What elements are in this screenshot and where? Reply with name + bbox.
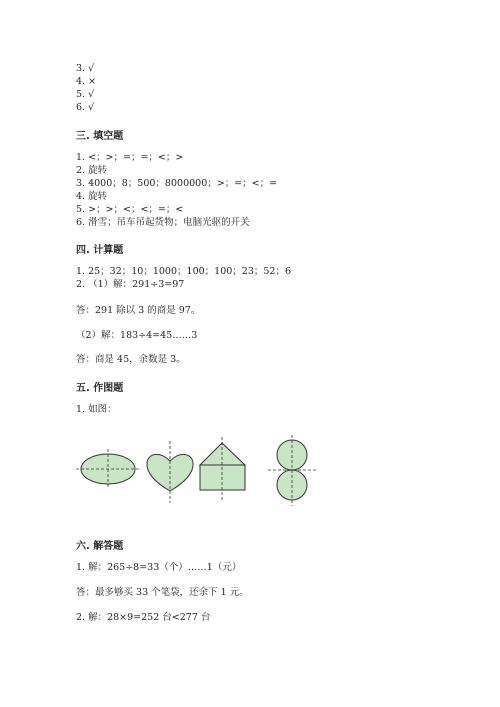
answer-3: 3. √ [76,63,95,74]
answer-6: 6. √ [76,102,95,113]
calc-answer-2: 2. （1）解：291÷3=97 [76,279,185,290]
section-title-calc: 四. 计算题 [76,245,124,256]
section-title-draw: 五. 作图题 [76,383,124,394]
house-figure [200,437,245,501]
symmetry-figures [76,433,326,508]
fill-answer-6: 6. 滑雪；吊车吊起货物；电脑光驱的开关 [76,217,250,228]
figure-eight [268,435,318,506]
fill-answer-3: 3. 4000；8；500；8000000；>；=；<；= [76,178,278,189]
draw-answer-1: 1. 如图： [76,404,117,415]
ellipse-figure [76,449,140,489]
calc-answer-1: 1. 25；32；10；1000；100；100；23；52；6 [76,266,292,277]
heart-figure [147,441,193,503]
solve-conclusion-1: 答：最多够买 33 个笔袋，还余下 1 元。 [76,587,249,598]
answer-4: 4. × [76,76,97,87]
solve-answer-1: 1. 解：265÷8=33（个）……1（元） [76,562,242,573]
calc-answer-2-part2: （2）解：183÷4=45……3 [76,330,198,341]
fill-answer-4: 4. 旋转 [76,191,108,202]
solve-answer-2: 2. 解：28×9=252 台<277 台 [76,612,211,623]
fill-answer-1: 1. <；>；=；=；<；> [76,152,184,163]
answer-5: 5. √ [76,89,95,100]
calc-conclusion-2: 答：商是 45，余数是 3。 [76,354,186,365]
section-title-fill: 三. 填空题 [76,131,124,142]
fill-answer-5: 5. >；>；<；<；=；< [76,204,184,215]
section-title-solve: 六. 解答题 [76,541,124,552]
calc-conclusion-1: 答：291 除以 3 的商是 97。 [76,305,201,316]
fill-answer-2: 2. 旋转 [76,165,108,176]
